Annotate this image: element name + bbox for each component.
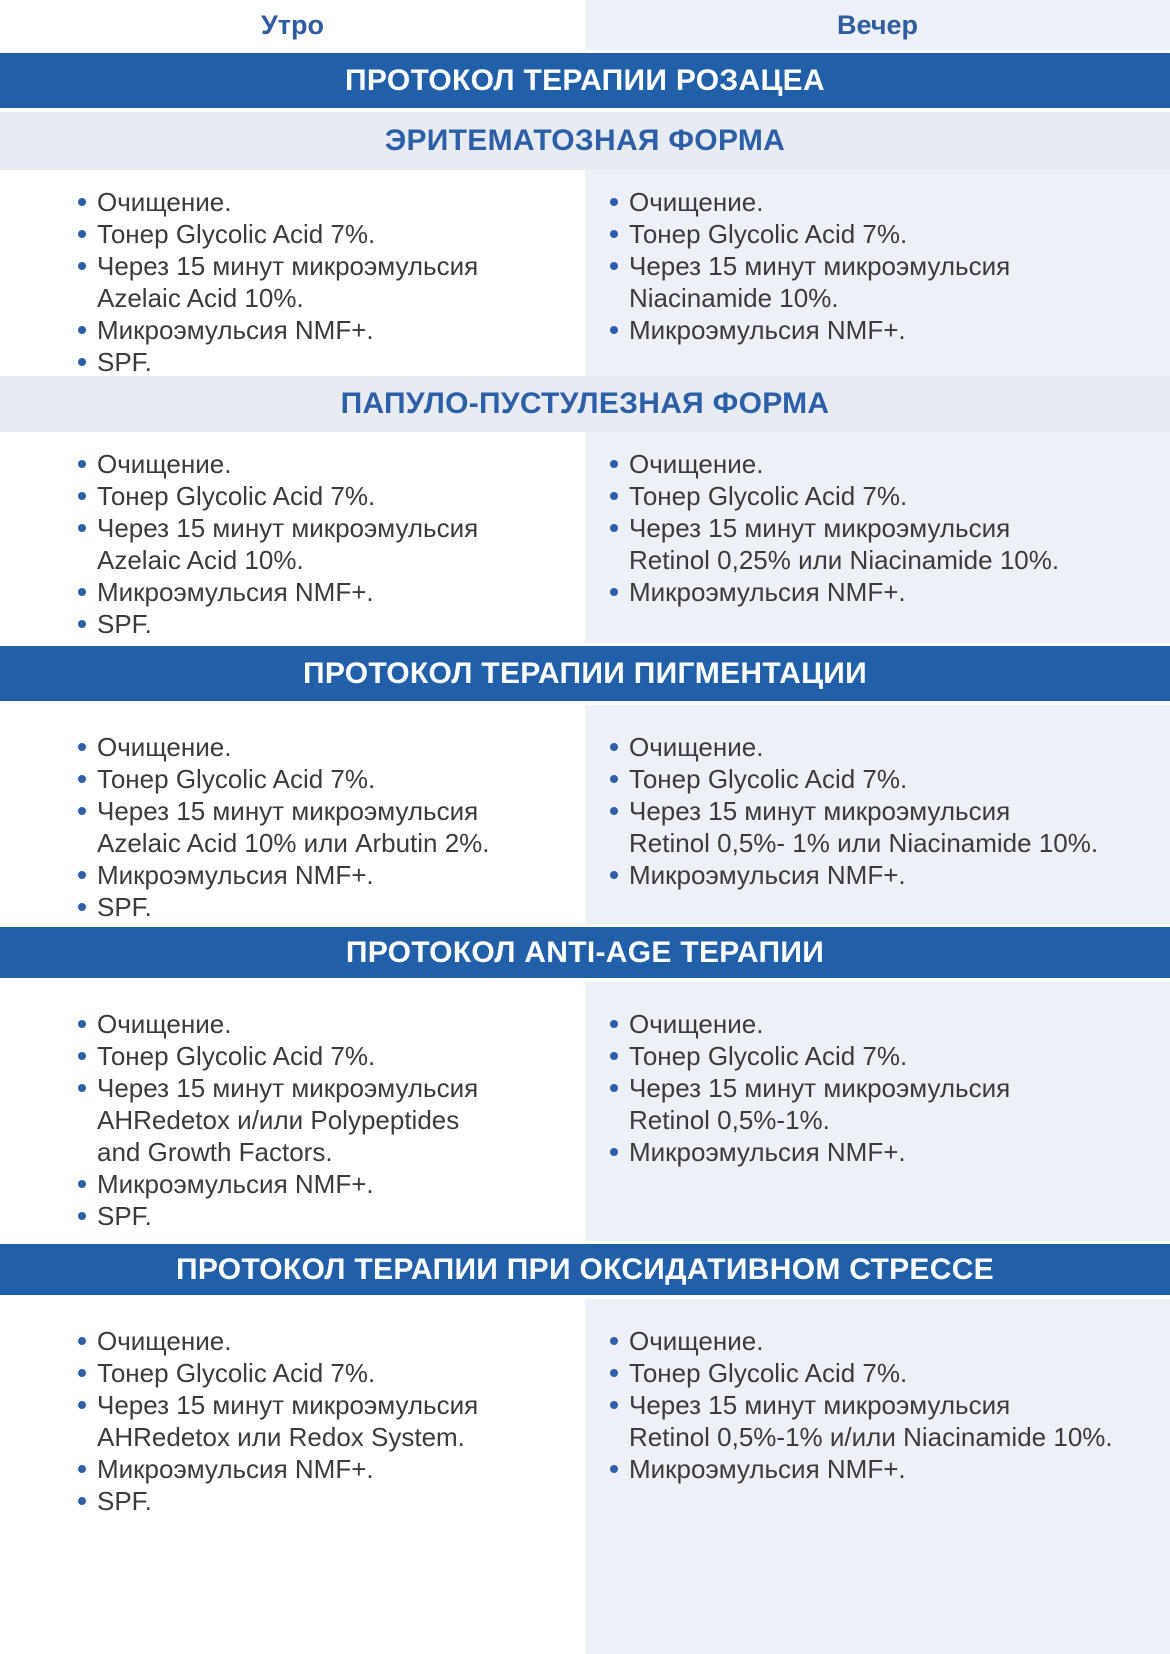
list-item bbox=[78, 1040, 585, 1072]
list-item-line: Микроэмульсия NMF+. bbox=[97, 315, 374, 345]
list-item bbox=[610, 1136, 1170, 1168]
list-item-line: AHRedetox или Redox System. bbox=[97, 1422, 465, 1452]
list-item-line: Тонер Glycolic Acid 7%. bbox=[629, 481, 908, 511]
list-item-line: Тонер Glycolic Acid 7%. bbox=[97, 764, 376, 794]
morning-column bbox=[0, 448, 585, 643]
list-item-line: Тонер Glycolic Acid 7%. bbox=[97, 1358, 376, 1388]
content-row bbox=[0, 432, 1170, 643]
list-item bbox=[78, 1325, 585, 1357]
list-item bbox=[78, 1389, 585, 1453]
section-banner-title: ПРОТОКОЛ ТЕРАПИИ ПИГМЕНТАЦИИ bbox=[302, 656, 868, 690]
list-item-line: Микроэмульсия NMF+. bbox=[97, 577, 374, 607]
content-row bbox=[0, 170, 1170, 376]
section-banner-title: ПРОТОКОЛ ТЕРАПИИ ПРИ ОКСИДАТИВНОМ СТРЕССЕ bbox=[176, 1252, 994, 1286]
list-item bbox=[610, 1008, 1170, 1040]
list-item-line: Через 15 минут микроэмульсия bbox=[629, 513, 1011, 543]
list-item-line: Тонер Glycolic Acid 7%. bbox=[629, 1041, 908, 1071]
bullet-list bbox=[0, 448, 585, 640]
list-item bbox=[610, 1389, 1170, 1453]
list-item bbox=[78, 250, 585, 314]
list-item bbox=[78, 218, 585, 250]
bullet-list bbox=[0, 1008, 585, 1232]
list-item bbox=[610, 731, 1170, 763]
morning-column bbox=[0, 1008, 585, 1241]
list-item-line: SPF. bbox=[97, 347, 152, 377]
list-item bbox=[78, 1200, 585, 1232]
list-item-line: Микроэмульсия NMF+. bbox=[629, 860, 906, 890]
list-item bbox=[610, 250, 1170, 314]
list-item bbox=[610, 186, 1170, 218]
list-item bbox=[78, 1072, 585, 1168]
bullet-list bbox=[585, 1325, 1170, 1485]
list-item bbox=[610, 1040, 1170, 1072]
list-item bbox=[610, 448, 1170, 480]
list-item-line: Retinol 0,5%-1%. bbox=[629, 1105, 830, 1135]
list-item-line: Очищение. bbox=[97, 732, 232, 762]
list-item-line: Тонер Glycolic Acid 7%. bbox=[629, 764, 908, 794]
list-item bbox=[78, 512, 585, 576]
section-banner bbox=[0, 1241, 1170, 1299]
bullet-list bbox=[585, 448, 1170, 608]
evening-column bbox=[585, 731, 1170, 924]
list-item-line: Микроэмульсия NMF+. bbox=[629, 315, 906, 345]
list-item-line: Тонер Glycolic Acid 7%. bbox=[97, 481, 376, 511]
list-item-line: Retinol 0,5%- 1% или Niacinamide 10%. bbox=[629, 828, 1099, 858]
list-item-line: Очищение. bbox=[629, 732, 764, 762]
list-item bbox=[78, 608, 585, 640]
section-banner bbox=[0, 50, 1170, 112]
list-item bbox=[78, 1453, 585, 1485]
list-item-line: AHRedetox и/или Polypeptides bbox=[97, 1105, 460, 1135]
content-row bbox=[0, 1299, 1170, 1654]
list-item-line: Микроэмульсия NMF+. bbox=[629, 1137, 906, 1167]
list-item bbox=[610, 795, 1170, 859]
list-item-line: Очищение. bbox=[97, 1009, 232, 1039]
list-item-line: Микроэмульсия NMF+. bbox=[629, 1454, 906, 1484]
list-item bbox=[78, 448, 585, 480]
list-item-line: SPF. bbox=[97, 1201, 152, 1231]
evening-column bbox=[585, 186, 1170, 376]
bullet-list bbox=[585, 186, 1170, 346]
section-subheader bbox=[0, 376, 1170, 432]
list-item-line: Очищение. bbox=[97, 187, 232, 217]
morning-column bbox=[0, 1325, 585, 1654]
section-banner-title: ПРОТОКОЛ ANTI-AGE ТЕРАПИИ bbox=[345, 935, 825, 969]
list-item bbox=[78, 1168, 585, 1200]
list-item-line: Через 15 минут микроэмульсия bbox=[97, 251, 479, 281]
list-item bbox=[610, 859, 1170, 891]
list-item-line: Через 15 минут микроэмульсия bbox=[97, 1390, 479, 1420]
evening-column bbox=[585, 1008, 1170, 1241]
list-item-line: Очищение. bbox=[629, 449, 764, 479]
list-item bbox=[610, 763, 1170, 795]
section-subheader-title: ПАПУЛО-ПУСТУЛЕЗНАЯ ФОРМА bbox=[340, 387, 830, 420]
list-item bbox=[78, 891, 585, 923]
list-item-line: Микроэмульсия NMF+. bbox=[97, 1169, 374, 1199]
list-item bbox=[610, 512, 1170, 576]
evening-column bbox=[585, 448, 1170, 643]
evening-column-header: Вечер bbox=[836, 9, 919, 40]
content-row bbox=[0, 705, 1170, 924]
list-item-line: Retinol 0,25% или Niacinamide 10%. bbox=[629, 545, 1060, 575]
list-item bbox=[610, 1072, 1170, 1136]
list-item bbox=[610, 1453, 1170, 1485]
list-item bbox=[78, 346, 585, 378]
list-item-line: Микроэмульсия NMF+. bbox=[97, 1454, 374, 1484]
list-item-line: Через 15 минут микроэмульсия bbox=[629, 1073, 1011, 1103]
list-item-line: Очищение. bbox=[97, 1326, 232, 1356]
list-item-line: Тонер Glycolic Acid 7%. bbox=[97, 1041, 376, 1071]
list-item bbox=[78, 1357, 585, 1389]
list-item-line: SPF. bbox=[97, 1486, 152, 1516]
morning-column bbox=[0, 731, 585, 924]
section-banner bbox=[0, 924, 1170, 982]
list-item-line: Через 15 минут микроэмульсия bbox=[629, 796, 1011, 826]
list-item bbox=[610, 480, 1170, 512]
list-item bbox=[78, 763, 585, 795]
list-item-line: Azelaic Acid 10%. bbox=[97, 545, 304, 575]
bullet-list bbox=[0, 1325, 585, 1517]
list-item-line: Azelaic Acid 10%. bbox=[97, 283, 304, 313]
list-item-line: Очищение. bbox=[629, 1009, 764, 1039]
bullet-list bbox=[585, 1008, 1170, 1168]
list-item-line: Тонер Glycolic Acid 7%. bbox=[629, 1358, 908, 1388]
list-item-line: Очищение. bbox=[629, 187, 764, 217]
list-item bbox=[78, 795, 585, 859]
list-item-line: Очищение. bbox=[629, 1326, 764, 1356]
list-item-line: Тонер Glycolic Acid 7%. bbox=[629, 219, 908, 249]
bullet-list bbox=[0, 731, 585, 923]
list-item bbox=[78, 576, 585, 608]
section-banner-title: ПРОТОКОЛ ТЕРАПИИ РОЗАЦЕА bbox=[345, 63, 825, 97]
list-item-line: Микроэмульсия NMF+. bbox=[97, 860, 374, 890]
list-item bbox=[610, 1325, 1170, 1357]
list-item bbox=[78, 314, 585, 346]
list-item bbox=[610, 576, 1170, 608]
section-banner bbox=[0, 643, 1170, 705]
list-item-line: Niacinamide 10%. bbox=[629, 283, 839, 313]
section-subheader bbox=[0, 112, 1170, 170]
list-item-line: Микроэмульсия NMF+. bbox=[629, 577, 906, 607]
list-item-line: Через 15 минут микроэмульсия bbox=[629, 1390, 1011, 1420]
list-item-line: Azelaic Acid 10% или Arbutin 2%. bbox=[97, 828, 490, 858]
list-item bbox=[610, 314, 1170, 346]
list-item-line: Очищение. bbox=[97, 449, 232, 479]
list-item-line: Через 15 минут микроэмульсия bbox=[97, 513, 479, 543]
list-item-line: and Growth Factors. bbox=[97, 1137, 333, 1167]
evening-column bbox=[585, 1325, 1170, 1654]
list-item bbox=[78, 1485, 585, 1517]
section-subheader-title: ЭРИТЕМАТОЗНАЯ ФОРМА bbox=[384, 124, 786, 157]
list-item-line: Тонер Glycolic Acid 7%. bbox=[97, 219, 376, 249]
bullet-list bbox=[585, 731, 1170, 891]
morning-column bbox=[0, 186, 585, 376]
content-row bbox=[0, 982, 1170, 1241]
list-item-line: SPF. bbox=[97, 609, 152, 639]
list-item-line: Через 15 минут микроэмульсия bbox=[97, 1073, 479, 1103]
list-item bbox=[78, 480, 585, 512]
list-item bbox=[78, 1008, 585, 1040]
list-item bbox=[78, 731, 585, 763]
day-header-row bbox=[0, 0, 1170, 50]
morning-column-header: Утро bbox=[260, 9, 324, 40]
list-item-line: Через 15 минут микроэмульсия bbox=[629, 251, 1011, 281]
list-item-line: Retinol 0,5%-1% и/или Niacinamide 10%. bbox=[629, 1422, 1113, 1452]
list-item-line: Через 15 минут микроэмульсия bbox=[97, 796, 479, 826]
bullet-list bbox=[0, 186, 585, 378]
list-item bbox=[78, 859, 585, 891]
list-item bbox=[610, 1357, 1170, 1389]
list-item bbox=[78, 186, 585, 218]
list-item bbox=[610, 218, 1170, 250]
list-item-line: SPF. bbox=[97, 892, 152, 922]
